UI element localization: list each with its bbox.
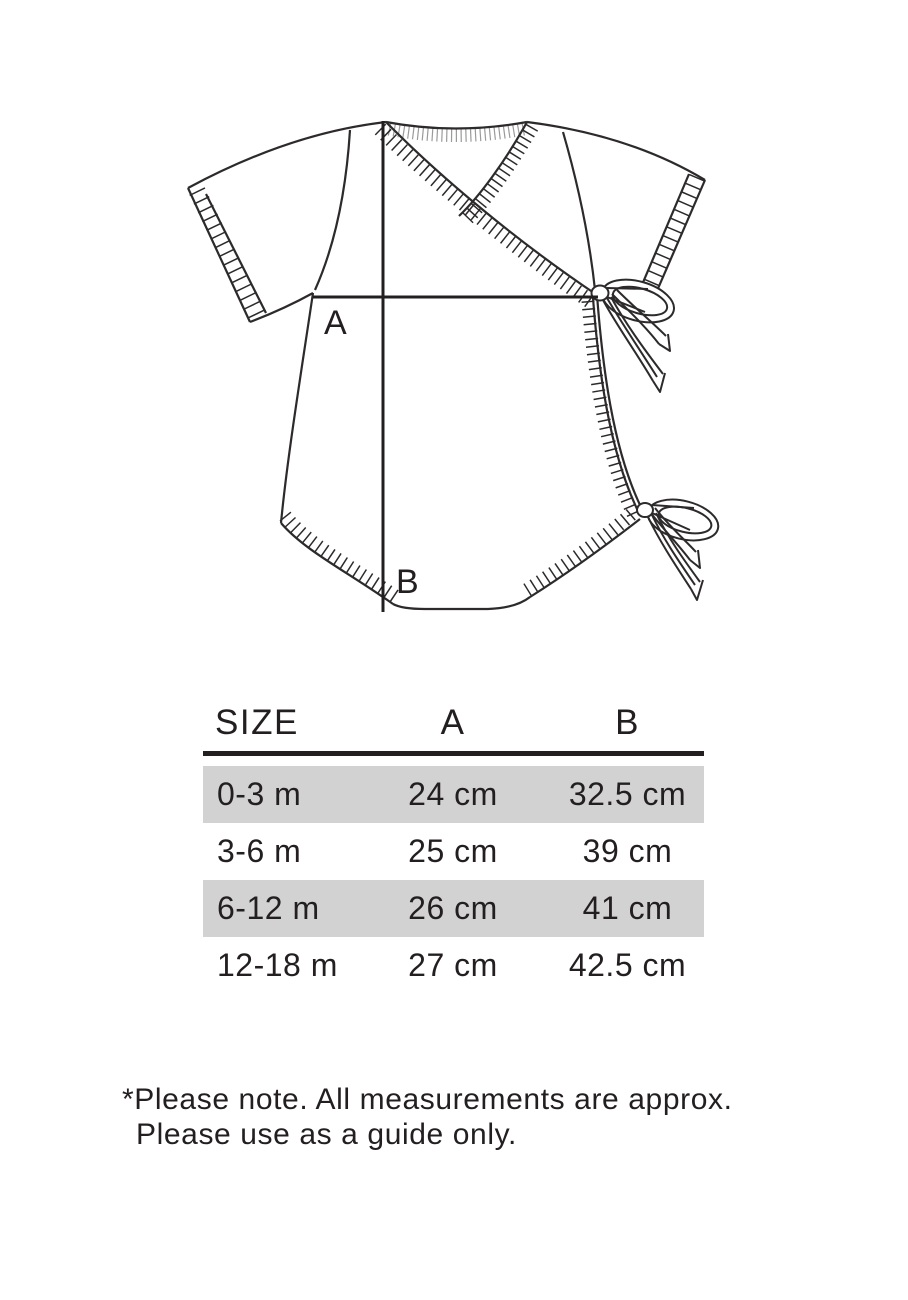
- left-leg-curve: [281, 523, 393, 604]
- cell-size: 6-12 m: [217, 890, 320, 926]
- label-b: B: [396, 563, 419, 601]
- header-b: B: [615, 703, 640, 742]
- table-row: [203, 880, 704, 937]
- table-row: [203, 937, 704, 994]
- header-a: A: [440, 703, 466, 742]
- cell-measurement-b: 32.5 cm: [568, 776, 687, 812]
- left-armhole: [315, 130, 350, 290]
- cell-measurement-b: 39 cm: [582, 833, 673, 869]
- right-armhole: [563, 132, 595, 290]
- cell-measurement-b: 42.5 cm: [568, 947, 687, 983]
- right-leg-curve: [530, 519, 640, 597]
- measurement-labels: [324, 304, 419, 601]
- measurement-lines: [313, 121, 598, 612]
- note-line-1: *Please note. All measurements are approx.: [122, 1083, 733, 1116]
- left-sleeve-top-edge: [188, 122, 386, 188]
- cell-size: 12-18 m: [217, 947, 338, 983]
- left-body-edge: [281, 293, 313, 523]
- measurement-note: [122, 1082, 733, 1152]
- cell-measurement-a: 24 cm: [408, 776, 498, 812]
- label-a: A: [324, 304, 347, 342]
- bow-streamer-2-tip: [690, 550, 700, 568]
- cell-size: 3-6 m: [217, 833, 302, 869]
- cell-measurement-a: 27 cm: [408, 947, 498, 983]
- size-table-rows: [203, 766, 704, 994]
- trim-hatching: [285, 127, 634, 597]
- bow-streamer-2-tip: [659, 334, 670, 351]
- tie-bow-hip: [637, 493, 723, 600]
- left-cuff-inner: [206, 194, 266, 313]
- under-panel-v-edge: [459, 122, 527, 216]
- bow-knot: [637, 503, 653, 517]
- table-row: [203, 823, 704, 880]
- wrap-over-edge: [386, 122, 597, 295]
- right-sleeve-top-edge: [527, 122, 705, 180]
- size-table: [203, 697, 704, 994]
- cell-size: 0-3 m: [217, 776, 302, 812]
- bow-streamer-1-tip: [653, 373, 665, 392]
- note-line-2: Please use as a guide only.: [136, 1118, 517, 1151]
- left-cuff-outer: [188, 188, 250, 322]
- header-size: SIZE: [215, 703, 299, 742]
- cell-measurement-a: 25 cm: [408, 833, 498, 869]
- table-row: [203, 766, 704, 823]
- size-table-header: [203, 697, 704, 756]
- left-cuff-rungs: [197, 191, 258, 317]
- back-neckline: [386, 122, 527, 129]
- cell-measurement-a: 26 cm: [408, 890, 498, 926]
- left-sleeve-bottom-edge: [250, 293, 313, 322]
- cell-measurement-b: 41 cm: [582, 890, 673, 926]
